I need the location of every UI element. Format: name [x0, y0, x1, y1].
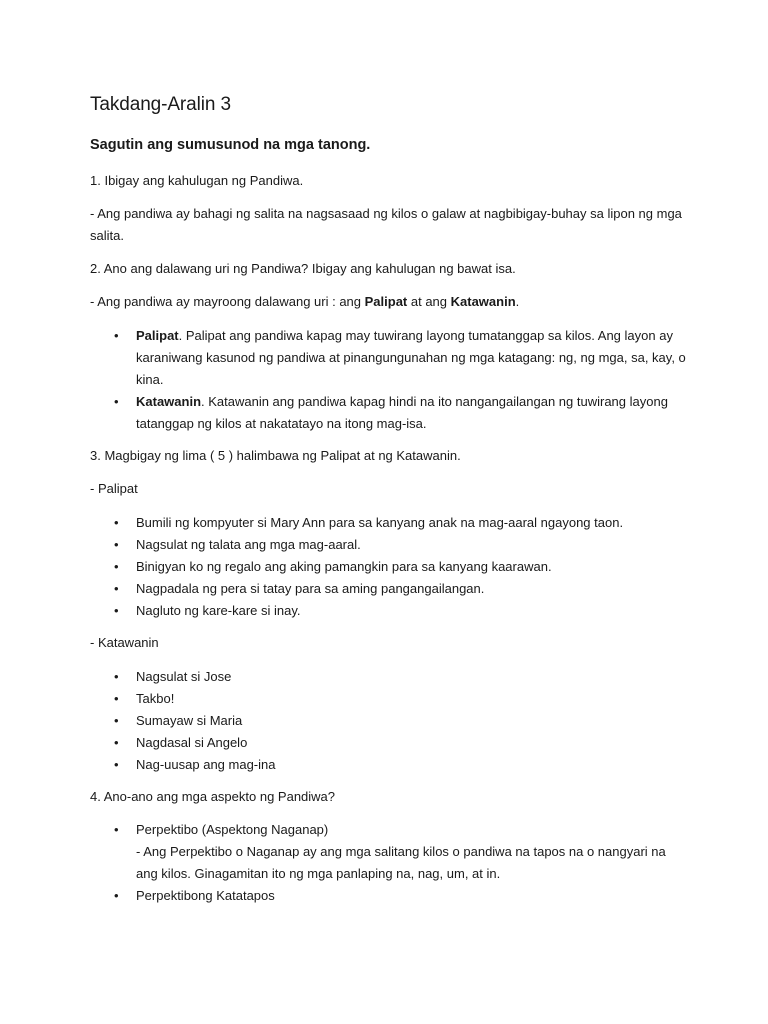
bullet-icon: •	[114, 822, 119, 837]
list-item: • Nag-uusap ang mag-ina	[136, 754, 690, 776]
palipat-examples-list	[90, 512, 690, 622]
answer-2-term-palipat: Palipat	[364, 294, 408, 309]
list-item: • Nagpadala ng pera si tatay para sa aming pangangailangan.	[136, 578, 690, 600]
bullet-icon: •	[114, 713, 119, 728]
list-item: • Nagluto ng kare-kare si inay.	[136, 600, 690, 622]
question-3: 3. Magbigay ng lima ( 5 ) halimbawa ng Palipat at ng Katawanin.	[90, 448, 461, 463]
list-item: • Nagdasal si Angelo	[136, 732, 690, 754]
list-item: • Sumayaw si Maria	[136, 710, 690, 732]
aspect-description: - Ang Perpektibo o Naganap ay ang mga salitang kilos o pandiwa na tapos na o nangyari na ang kilos. Ginagamitan ito ng mga panlaping na, nag, um, at in.	[136, 844, 666, 881]
aspect-item-perpektibo	[114, 819, 690, 885]
list-item: • Bumili ng kompyuter si Mary Ann para sa kanyang anak na mag-aaral ngayong taon.	[136, 512, 690, 534]
definition-item-palipat	[114, 325, 690, 391]
answer-2-term-katawanin: Katawanin	[450, 294, 516, 309]
list-item: • Nagsulat ng talata ang mga mag-aaral.	[136, 534, 690, 556]
bullet-icon: •	[114, 735, 119, 750]
definition-term: Katawanin	[136, 394, 202, 409]
definition-text: . Katawanin ang pandiwa kapag hindi na ito nangangailangan ng tuwirang layong tatanggap ng kilos at nakatatayo na itong mag-isa.	[136, 394, 668, 431]
palipat-label: - Palipat	[90, 481, 138, 496]
question-1: 1. Ibigay ang kahulugan ng Pandiwa.	[90, 173, 304, 188]
aspect-name: Perpektibong Katatapos	[136, 888, 275, 903]
bullet-icon: •	[114, 537, 119, 552]
katawanin-examples-list	[90, 666, 690, 776]
bullet-icon: •	[114, 394, 119, 409]
question-4: 4. Ano-ano ang mga aspekto ng Pandiwa?	[90, 789, 336, 804]
page-subtitle: Sagutin ang sumusunod na mga tanong.	[90, 137, 371, 153]
document-page	[90, 92, 690, 917]
bullet-icon: •	[114, 691, 119, 706]
bullet-icon: •	[114, 757, 119, 772]
answer-2	[90, 291, 690, 313]
bullet-icon: •	[114, 888, 119, 903]
bullet-icon: •	[114, 669, 119, 684]
answer-2-prefix: - Ang pandiwa ay mayroong dalawang uri : ang	[90, 294, 365, 309]
bullet-icon: •	[114, 603, 119, 618]
list-item: • Takbo!	[136, 688, 690, 710]
answer-1: - Ang pandiwa ay bahagi ng salita na nagsasaad ng kilos o galaw at nagbibigay-buhay sa lipon ng mga salita.	[90, 206, 682, 243]
answer-2-suffix: .	[515, 294, 520, 309]
definition-list	[90, 325, 690, 435]
aspect-name: Perpektibo (Aspektong Naganap)	[136, 822, 329, 837]
bullet-icon: •	[114, 581, 119, 596]
answer-2-mid: at ang	[407, 294, 451, 309]
definition-item-katawanin	[114, 391, 690, 435]
katawanin-label: - Katawanin	[90, 635, 159, 650]
page-title: Takdang-Aralin 3	[90, 94, 231, 115]
bullet-icon: •	[114, 559, 119, 574]
definition-term: Palipat	[136, 328, 179, 343]
bullet-icon: •	[114, 328, 119, 343]
list-item: • Nagsulat si Jose	[136, 666, 690, 688]
aspect-item-perpektibong-katatapos	[114, 885, 690, 907]
aspects-list	[90, 819, 690, 907]
bullet-icon: •	[114, 515, 119, 530]
list-item: • Binigyan ko ng regalo ang aking pamangkin para sa kanyang kaarawan.	[136, 556, 690, 578]
definition-text: . Palipat ang pandiwa kapag may tuwirang layong tumatanggap sa kilos. Ang layon ay karaniwang kasunod ng pandiwa at pinangungunahan ng mga katagang: ng, ng mga, sa, kay, o kina.	[136, 328, 686, 387]
question-2: 2. Ano ang dalawang uri ng Pandiwa? Ibigay ang kahulugan ng bawat isa.	[90, 261, 516, 276]
